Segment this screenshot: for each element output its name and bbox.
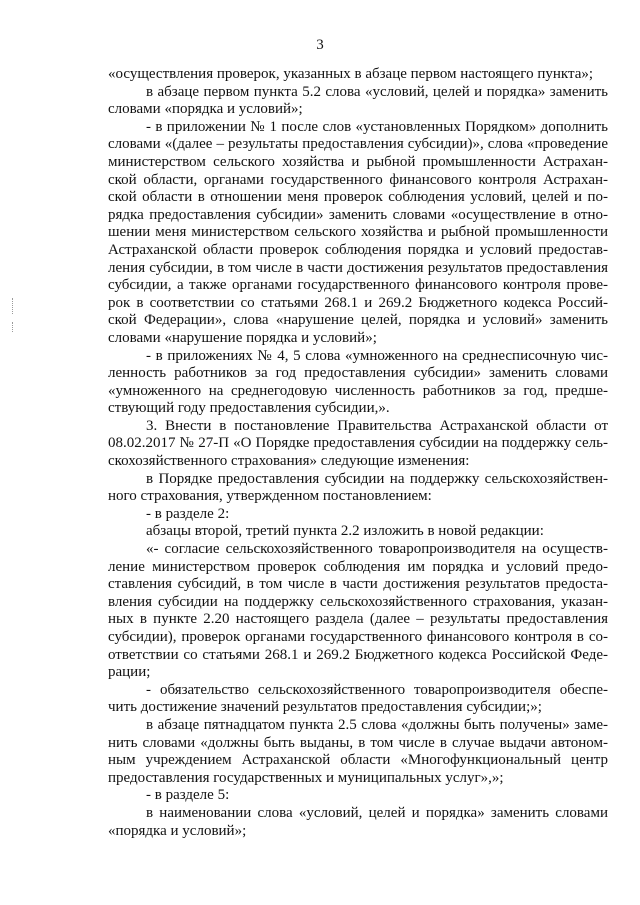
text-line: ление министерством проверок соблюдения им порядка и условий предо- xyxy=(108,558,608,575)
text-line: 08.02.2017 № 27-П «О Порядке предоставления субсидии на поддержку сель- xyxy=(108,435,608,452)
text-line: - обязательство сельскохозяйственного товаропроизводителя обеспе- xyxy=(146,681,608,698)
text-line: словами «порядка и условий»; xyxy=(108,101,303,118)
text-line: ного страхования, утвержденном постановлением: xyxy=(108,488,432,505)
text-line: скохозяйственного страхования» следующие изменения: xyxy=(108,453,470,470)
text-line: в наименовании слова «условий, целей и порядка» заменить словами xyxy=(146,804,608,821)
text-line: - в приложении № 1 после слов «установленных Порядком» дополнить xyxy=(146,118,608,135)
text-line: министерством сельского хозяйства и рыбной промышленности Астрахан- xyxy=(108,153,608,170)
text-line: ставления субсидий, в том числе в части достижения результатов предоста- xyxy=(108,576,608,593)
text-line: рядка предоставления субсидии» заменить словами «осуществление в отно- xyxy=(108,206,608,223)
binding-mark xyxy=(12,322,15,332)
text-line: шении меня министерством сельского хозяйства и рыбной промышленности xyxy=(108,224,608,241)
text-line: абзацы второй, третий пункта 2.2 изложить в новой редакции: xyxy=(146,523,544,540)
text-line: ления субсидии, в том числе в части достижения результатов предоставления xyxy=(108,259,608,276)
text-line: ленность работников за год предоставления субсидии» заменить словами xyxy=(108,365,608,382)
text-line: «- согласие сельскохозяйственного товаропроизводителя на осуществ- xyxy=(146,541,608,558)
text-line: Астраханской области проверок соблюдения порядка и условий предостав- xyxy=(108,241,608,258)
text-line: в абзаце пятнадцатом пункта 2.5 слова «должны быть получены» заме- xyxy=(146,716,608,733)
text-line: 3. Внести в постановление Правительства Астраханской области от xyxy=(146,417,608,434)
text-line: ных в пункте 2.20 настоящего раздела (далее – результаты предоставления xyxy=(108,611,608,628)
text-line: - в разделе 2: xyxy=(146,505,230,522)
text-line: ской области, органами государственного финансового контроля Астрахан- xyxy=(108,171,608,188)
page-number: 3 xyxy=(316,37,324,53)
text-line: словами «нарушение порядка и условий»; xyxy=(108,329,377,346)
text-line: предоставления государственных и муниципальных услуг»,»; xyxy=(108,769,504,786)
text-line: субсидии), проверок органами государственного финансового контроля в со- xyxy=(108,629,608,645)
text-line: «умноженного на среднегодовую численность работников за год, предше- xyxy=(108,382,608,399)
text-line: словами «(далее – результаты предоставления субсидии)», слова «проведение xyxy=(108,136,608,153)
text-line: - в приложениях № 4, 5 слова «умноженного на среднесписочную чис- xyxy=(146,347,608,364)
document-body xyxy=(108,66,608,840)
binding-mark xyxy=(12,298,15,314)
text-line: в Порядке предоставления субсидии на поддержку сельскохозяйствен- xyxy=(146,470,608,487)
text-line: ской области в отношении меня проверок соблюдения условий, целей и по- xyxy=(108,189,608,206)
text-line: рок в соответствии со статьями 268.1 и 269.2 Бюджетного кодекса Россий- xyxy=(108,294,608,311)
text-line: нить словами «должны быть выданы, в том числе в случае выдачи автоном- xyxy=(108,734,608,751)
text-line: вления субсидии на поддержку сельскохозяйственного страхования, указан- xyxy=(108,593,608,610)
text-line: ствующий году предоставления субсидии,». xyxy=(108,400,390,417)
text-line: «осуществления проверок, указанных в абзаце первом настоящего пункта»; xyxy=(108,66,594,82)
text-line: «порядка и условий»; xyxy=(108,822,247,839)
text-line: в абзаце первом пункта 5.2 слова «условий, целей и порядка» заменить xyxy=(146,83,608,100)
text-line: ской Федерации», слова «нарушение целей, порядка и условий» заменить xyxy=(108,312,608,329)
text-line: - в разделе 5: xyxy=(146,787,230,804)
text-line: чить достижение значений результатов предоставления субсидии;»; xyxy=(108,699,542,716)
text-line: ответствии со статьями 268.1 и 269.2 Бюджетного кодекса Российской Феде- xyxy=(108,646,608,663)
text-line: рации; xyxy=(108,664,151,681)
text-line: ным учреждением Астраханской области «Многофункциональный центр xyxy=(108,752,608,769)
text-line: субсидии, а также органами государственного финансового контроля прове- xyxy=(108,277,608,294)
